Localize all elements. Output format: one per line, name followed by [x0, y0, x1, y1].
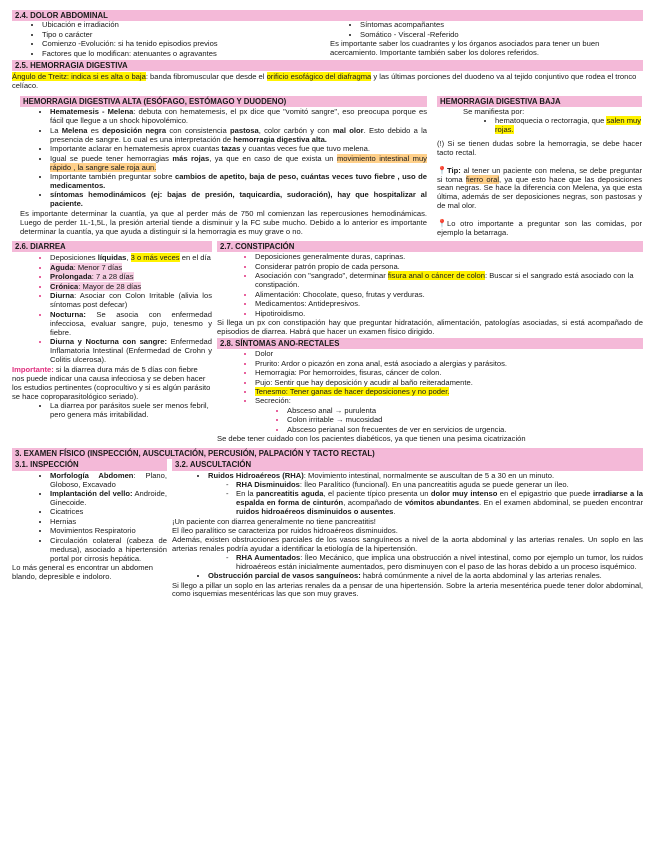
lower-gi-list	[437, 117, 642, 135]
list-item: • Considerar patrón propio de cada persona.	[255, 263, 643, 272]
section-2-6-heading: 2.6. DIARREA	[12, 241, 212, 252]
beet-paragraph: 📍Lo otro importante a preguntar son las comidas, por ejemplo la betarraga.	[437, 219, 642, 238]
list-item: • Hipotiroidismo.	[255, 310, 643, 319]
upper-gi-column	[12, 96, 427, 238]
hemorrhage-columns	[12, 96, 643, 238]
rha-sublist	[172, 481, 643, 517]
parasite-list	[12, 402, 212, 420]
list-item: • Diurna y Nocturna con sangre: Enfermedad Inflamatoria Intestinal (Enfermedad de Crohn y Colitis ulcerosa).	[50, 338, 212, 365]
list-item: • Prurito: Ardor o picazón en zona anal, está asociado a alergias y parásitos.	[255, 360, 643, 369]
list-item: • La Melena es deposición negra con consistencia pastosa, color carbón y con mal olor. Esto debido a la presencia de sangre. Lo cual es una interpretación de hemorragia digestiva alta.	[50, 127, 427, 145]
list-item: • Síntomas acompañantes	[360, 21, 643, 30]
pain-characteristics-list	[12, 21, 330, 58]
tip-pin-icon: 📍	[437, 165, 447, 175]
inspection-note: Lo más general es encontrar un abdomen blando, depresible e indoloro.	[12, 563, 153, 582]
list-item: • Obstrucción parcial de vasos sanguíneos: habrá comúnmente a nivel de la aorta abdominal y las arterias renales.	[208, 572, 643, 581]
list-item: • Deposiciones generalmente duras, caprinas.	[255, 253, 643, 262]
section-2-5-heading: 2.5. HEMORRAGIA DIGESTIVA	[12, 60, 643, 71]
list-item: • Nocturna: Se asocia con enfermedad infecciosa, evaluar sangre, pujo, tenesmo y fiebre.	[50, 311, 212, 338]
section-3-2-heading: 3.2. AUSCULTACIÓN	[172, 459, 643, 470]
list-item: • Pujo: Sentir que hay deposición y acudir al baño reiteradamente.	[255, 379, 643, 388]
list-item: • Absceso anal → purulenta	[287, 407, 643, 416]
list-item: • La diarrea por parásitos suele ser menos febril, pero genera más irritabilidad.	[50, 402, 212, 420]
list-item: • Ubicación e irradiación	[42, 21, 330, 30]
section-3-heading: 3. EXAMEN FÍSICO (INSPECCIÓN, AUSCULTACIÓN, PERCUSIÓN, PALPACIÓN Y TACTO RECTAL)	[12, 448, 643, 459]
list-item: - RHA Aumentados: Íleo Mecánico, que implica una obstrucción a nivel intestinal, como por ejemplo un tumor, los ruidos hidroaéreos están inicialmente aumentados, pero disminuyen con el paso de las horas debido a un proceso isquémico.	[236, 554, 643, 572]
list-item: - En la pancreatitis aguda, el paciente típico presenta un dolor muy intenso en el epigastrio que puede irradiarse a la espalda en forma de cinturón, acompañado de vómitos abundantes. En el examen abdominal, se pueden encontrar ruidos hidroaéreos disminuidos o ausentes.	[236, 490, 643, 517]
list-item: • Factores que lo modifican: atenuantes o agravantes	[42, 50, 330, 59]
obstruction-list	[172, 572, 643, 581]
pin-icon: 📍	[437, 219, 447, 229]
diarrhea-list	[12, 254, 212, 364]
section-2-4-heading: 2.4. DOLOR ABDOMINAL	[12, 10, 643, 21]
list-item: • Somático - Visceral -Referido	[360, 31, 643, 40]
anorectal-list	[217, 350, 643, 406]
pain-note: Es importante saber los cuadrantes y los órganos asociados para tener un buen acercamiento. Importante también saber los dolores referidos.	[330, 39, 600, 58]
lower-gi-intro: Se manifiesta por:	[463, 107, 525, 117]
diabetic-note: Se debe tener cuidado con los pacientes diabéticos, ya que tienen una pesima cicatrización	[217, 434, 526, 444]
lower-gi-column	[437, 96, 642, 238]
pancreatitis-note: ¡Un paciente con diarrea generalmente no tiene pancreatitis!	[172, 516, 376, 526]
list-item: • Hemorragia: Por hemorroides, fisuras, cáncer de colon.	[255, 369, 643, 378]
treitz-highlight: Ángulo de Treitz: indica si es alta o baja	[12, 72, 146, 82]
upper-gi-note: Es importante determinar la cuantía, ya que al perder más de 750 ml comienzan las repercusiones hemodinámicas. Luego de perder 1L-1,5L, la presión arterial tiende a disminuir y la FC sube mucho. Debido a lo anterior es importante determinar la cuantía, ya que ayuda a distinguir si la hemorragia es muy grave o no.	[20, 208, 427, 236]
list-item: • Circulación colateral (cabeza de medusa), asociado a hipertensión portal por cirrosis hepática.	[50, 537, 167, 564]
list-item: • Hernias	[50, 518, 167, 527]
section-2-7-heading: 2.7. CONSTIPACIÓN	[217, 241, 643, 252]
list-item: - RHA Disminuidos: Íleo Paralítico (funcional). En una pancreatitis aguda se puede generar un íleo.	[236, 481, 643, 490]
tip-paragraph: 📍Tip: al tener un paciente con melena, se debe preguntar si toma fierro oral, ya que esto hace que las deposiciones sean negras. Se hace la diferencia con Melena, ya que esta última, además de ser deposiciones negras, son pastosas y de mal olor.	[437, 165, 643, 211]
lower-gi-heading: HEMORRAGIA DIGESTIVA BAJA	[437, 96, 642, 107]
diarrhea-important-note: Importante: si la diarrea dura más de 5 días con fiebre nos puede indicar una causa infecciosa y se deben hacer los estudios pertinentes (coprocultivo y si es algún parásito se hace coproparasitológico seriado).	[12, 364, 211, 401]
list-item: • Comienzo -Evolución: si ha tenido episodios previos	[42, 40, 330, 49]
physical-exam-row	[12, 459, 643, 599]
pain-symptoms-list	[330, 21, 643, 39]
list-item: • Aguda: Menor 7 días	[50, 264, 212, 273]
list-item: • Cicatrices	[50, 508, 167, 517]
constipation-column	[217, 241, 643, 444]
upper-gi-heading: HEMORRAGIA DIGESTIVA ALTA (ESÓFAGO, ESTÓMAGO Y DUODENO)	[20, 96, 427, 107]
list-item: • Importante también preguntar sobre cambios de apetito, baja de peso, cuántas veces tuvo fiebre , uso de medicamentos.	[50, 173, 427, 191]
list-item: • Absceso perianal son frecuentes de ver en servicios de urgencia.	[287, 426, 643, 435]
list-item: • Colon irritable → mucosidad	[287, 416, 643, 425]
list-item: • Secreción:	[255, 397, 643, 406]
list-item: • Crónica: Mayor de 28 días	[50, 283, 212, 292]
list-item: • Tenesmo: Tener ganas de hacer deposiciones y no poder.	[255, 388, 643, 397]
diarrhea-constipation-row	[12, 241, 643, 444]
list-item: • Asociación con "sangrado", determinar fisura anal o cáncer de colon: Buscar si el sangrado está asociado con la constipación.	[255, 272, 643, 290]
list-item: • hematoquecia o rectorragia, que salen muy rojas.	[495, 117, 642, 135]
rectal-exam-note: (!) Si se tienen dudas sobre la hemorragia, se debe hacer tacto rectal.	[437, 138, 642, 157]
list-item: • Importante aclarar en hematemesis aprox cuantas tazas y cuantas veces fue que tuvo melena.	[50, 145, 427, 154]
constipation-note: Si llega un px con constipación hay que preguntar hidratación, alimentación, patologías asociadas, si está acompañado de episodios de diarrea. Habrá que hacer un examen físico dirigido.	[217, 318, 643, 337]
list-item: • Igual se puede tener hemorragias más rojas, ya que en caso de que exista un movimiento intestinal muy rápido , la sangre sale roja aun.	[50, 155, 427, 173]
rha-increased-list	[172, 554, 643, 572]
secretion-sublist	[217, 407, 643, 435]
constipation-list	[217, 253, 643, 318]
list-item: • Dolor	[255, 350, 643, 359]
list-item: • Alimentación: Chocolate, queso, frutas y verduras.	[255, 291, 643, 300]
list-item: • Tipo o carácter	[42, 31, 330, 40]
list-item: • Morfología Abdomen: Plano, Globoso, Excavado	[50, 472, 167, 490]
upper-gi-list	[12, 108, 427, 209]
list-item: • Diurna: Asociar con Colon Irritable (alivia los síntomas post defecar)	[50, 292, 212, 310]
inspection-list	[12, 472, 167, 564]
section-3-1-heading: 3.1. INSPECCIÓN	[12, 459, 167, 470]
renal-murmur-note: Si llego a pillar un soplo en las arterias renales da a pensar de una hipertensión. Sobre la arteria mesentérica puede tener dolor abdominal, como isquemias mesentéricas las que son muy graves.	[172, 580, 643, 599]
section-2-4-body	[12, 21, 643, 59]
diarrhea-column	[12, 241, 212, 444]
inspection-column	[12, 459, 167, 599]
vascular-note: Además, existen obstrucciones parciales de los vasos sanguíneos a nivel de la aorta abdominal y las arterias renales. Un soplo en las arterias renales podría ayudar a identificar la etiología de la hipertensión.	[172, 534, 643, 553]
list-item: • Prolongada: 7 a 28 días	[50, 273, 212, 282]
list-item: • Medicamentos: Antidepresivos.	[255, 300, 643, 309]
ileus-note: El íleo paralítico se caracteriza por ruidos hidroaéreos disminuidos.	[172, 525, 398, 535]
list-item: • Hematemesis - Melena: debuta con hematemesis, el px dice que "vomitó sangre", eso preocupa porque es fácil que llegue a un shock hipovolémico.	[50, 108, 427, 126]
list-item: • síntomas hemodinámicos (ej: bajas de presión, taquicardia, sudoración), hay que hospitalizar al paciente.	[50, 191, 427, 209]
list-item: • Ruidos Hidroaéreos (RHA): Movimiento intestinal, normalmente se auscultan de 5 a 30 en un minuto.	[208, 472, 643, 481]
list-item: • Movimientos Respiratorio	[50, 527, 167, 536]
auscultation-column	[172, 459, 643, 599]
treitz-paragraph: Ángulo de Treitz: indica si es alta o baja: banda fibromuscular que desde el orificio esofágico del diafragma y las últimas porciones del duodeno va al tejido conjuntivo que rodea el tronco celíaco.	[12, 72, 637, 91]
section-2-8-heading: 2.8. SÍNTOMAS ANO-RECTALES	[217, 338, 643, 349]
list-item: • Deposiciones líquidas, 3 o más veces en el día	[50, 254, 212, 263]
list-item: • Implantación del vello: Androide, Ginecoide.	[50, 490, 167, 508]
